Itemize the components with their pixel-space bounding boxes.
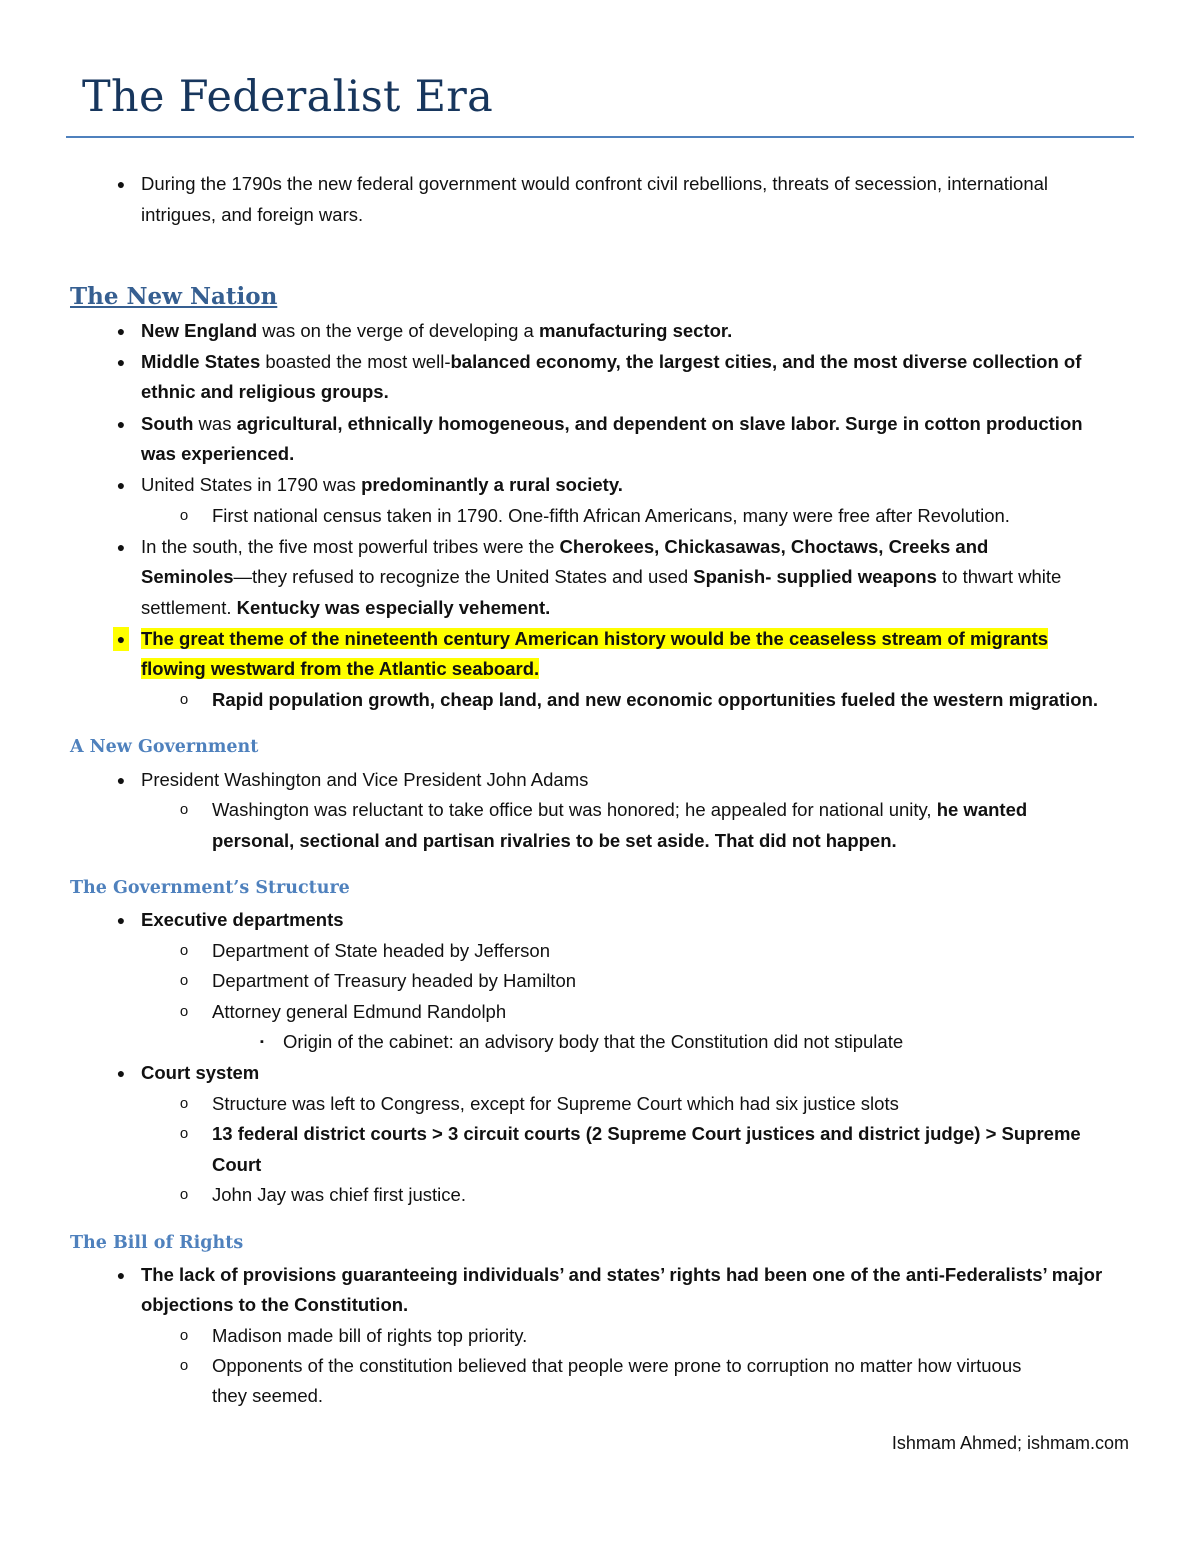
tribes-item-line-2 bbox=[141, 565, 1061, 589]
western-migration-subitem: Rapid population growth, cheap land, and new economic opportunities fueled the western migration. bbox=[212, 689, 1099, 710]
footer-author: Ishmam Ahmed; ishmam.com bbox=[891, 1433, 1129, 1453]
sub-bullet-icon: o bbox=[179, 801, 189, 818]
south-item-line-1 bbox=[141, 412, 1083, 436]
bullet-icon: ● bbox=[116, 477, 126, 493]
text: boasted the most well- bbox=[260, 351, 451, 372]
bullet-icon: ● bbox=[116, 1065, 126, 1081]
text: Washington was reluctant to take office but was honored; he appealed for national unity, bbox=[212, 799, 937, 820]
bullet-icon: ● bbox=[116, 416, 126, 432]
sub-bullet-icon: o bbox=[179, 942, 189, 959]
madison-subitem: Madison made bill of rights top priority. bbox=[212, 1325, 528, 1346]
middle-states-item-line-1 bbox=[141, 350, 1081, 374]
sub-bullet-icon: o bbox=[179, 507, 189, 524]
intro-text-line-2: intrigues, and foreign wars. bbox=[141, 204, 364, 225]
bold-text: balanced economy, the largest cities, and the most diverse collection of bbox=[450, 351, 1082, 372]
bold-text: manufacturing sector. bbox=[538, 320, 733, 341]
executive-departments-item: Executive departments bbox=[141, 909, 344, 930]
bullet-icon: ● bbox=[116, 354, 126, 370]
bullet-icon: ● bbox=[116, 1267, 126, 1283]
bold-text: Middle States bbox=[141, 351, 261, 372]
opponents-subitem-line-2: they seemed. bbox=[212, 1385, 324, 1406]
department-of-state-subitem: Department of State headed by Jefferson bbox=[212, 940, 551, 961]
text: In the south, the five most powerful tribes were the bbox=[141, 536, 560, 557]
sub-bullet-icon: o bbox=[179, 972, 189, 989]
text: was on the verge of developing a bbox=[257, 320, 539, 341]
text: settlement. bbox=[141, 597, 237, 618]
opponents-subitem-line-1: Opponents of the constitution believed that people were prone to corruption no matter how virtuous bbox=[212, 1355, 1022, 1376]
great-theme-item-line-1 bbox=[141, 627, 1048, 651]
census-subitem: First national census taken in 1790. One-fifth African Americans, many were free after Revolution. bbox=[212, 505, 1010, 526]
new-england-item bbox=[141, 319, 732, 343]
bold-text: Spanish- supplied weapons bbox=[693, 566, 937, 587]
tribes-item-line-1 bbox=[141, 535, 988, 559]
great-theme-item-line-2 bbox=[141, 657, 539, 681]
middle-states-item-line-2: ethnic and religious groups. bbox=[141, 381, 389, 402]
intro-text-line-1: During the 1790s the new federal government would confront civil rebellions, threats of secession, international bbox=[141, 173, 1049, 194]
president-item: President Washington and Vice President John Adams bbox=[141, 769, 589, 790]
bullet-icon: ● bbox=[116, 323, 126, 339]
sub-bullet-icon: o bbox=[179, 691, 189, 708]
john-jay-subitem: John Jay was chief first justice. bbox=[212, 1184, 466, 1205]
sub-bullet-icon: o bbox=[179, 1186, 189, 1203]
bold-text: Cherokees, Chickasawas, Choctaws, Creeks and bbox=[559, 536, 989, 557]
text: United States in 1790 was bbox=[141, 474, 362, 495]
court-system-item: Court system bbox=[141, 1062, 260, 1083]
tribes-item-line-3 bbox=[141, 596, 550, 620]
text: —they refused to recognize the United States and used bbox=[233, 566, 694, 587]
federal-courts-subitem-line-2: Court bbox=[212, 1154, 262, 1175]
sub-bullet-icon: o bbox=[179, 1125, 189, 1142]
page-title: The Federalist Era bbox=[82, 72, 494, 122]
highlighted-text: flowing westward from the Atlantic seaboard. bbox=[141, 658, 540, 679]
lack-of-provisions-item-line-2: objections to the Constitution. bbox=[141, 1294, 409, 1315]
bold-text: Kentucky was especially vehement. bbox=[236, 597, 551, 618]
sub-bullet-icon: o bbox=[179, 1357, 189, 1374]
washington-subitem-line-2: personal, sectional and partisan rivalries to be set aside. That did not happen. bbox=[212, 830, 897, 851]
lack-of-provisions-item-line-1: The lack of provisions guaranteeing individuals’ and states’ rights had been one of the anti-Federalists’ major bbox=[141, 1264, 1103, 1285]
bullet-icon: ● bbox=[116, 176, 126, 192]
federal-courts-subitem-line-1: 13 federal district courts > 3 circuit courts (2 Supreme Court justices and district judge) > Supreme bbox=[212, 1123, 1081, 1144]
bold-text: predominantly a rural society. bbox=[361, 474, 623, 495]
cabinet-origin-subitem: Origin of the cabinet: an advisory body that the Constitution did not stipulate bbox=[283, 1031, 904, 1052]
section-heading-government-structure: The Government’s Structure bbox=[70, 878, 350, 898]
sub-bullet-icon: o bbox=[179, 1327, 189, 1344]
highlighted-text: The great theme of the nineteenth century American history would be the ceaseless stream of migrants bbox=[141, 628, 1049, 649]
section-heading-new-government: A New Government bbox=[70, 737, 259, 757]
attorney-general-subitem: Attorney general Edmund Randolph bbox=[212, 1001, 507, 1022]
department-of-treasury-subitem: Department of Treasury headed by Hamilton bbox=[212, 970, 577, 991]
section-heading-bill-of-rights: The Bill of Rights bbox=[70, 1233, 244, 1253]
united-states-item bbox=[141, 473, 623, 497]
text: was bbox=[193, 413, 237, 434]
south-item-line-2: was experienced. bbox=[141, 443, 295, 464]
square-bullet-icon: ▪ bbox=[260, 1036, 264, 1048]
bold-text: South bbox=[141, 413, 194, 434]
bullet-icon: ● bbox=[116, 772, 126, 788]
bold-text: agricultural, ethnically homogeneous, and dependent on slave labor. Surge in cotton production bbox=[236, 413, 1083, 434]
text: to thwart white bbox=[936, 566, 1062, 587]
bold-text: New England bbox=[141, 320, 258, 341]
bold-text: Seminoles bbox=[141, 566, 234, 587]
section-heading-new-nation: The New Nation bbox=[70, 283, 278, 310]
sub-bullet-icon: o bbox=[179, 1095, 189, 1112]
washington-subitem-line-1 bbox=[212, 798, 1027, 822]
highlighted-bullet-icon: ● bbox=[113, 627, 129, 651]
bullet-icon: ● bbox=[116, 912, 126, 928]
sub-bullet-icon: o bbox=[179, 1003, 189, 1020]
bullet-icon: ● bbox=[116, 539, 126, 555]
bold-text: he wanted bbox=[936, 799, 1028, 820]
congress-structure-subitem: Structure was left to Congress, except for Supreme Court which had six justice slots bbox=[212, 1093, 899, 1114]
title-underline-rule bbox=[66, 136, 1134, 138]
